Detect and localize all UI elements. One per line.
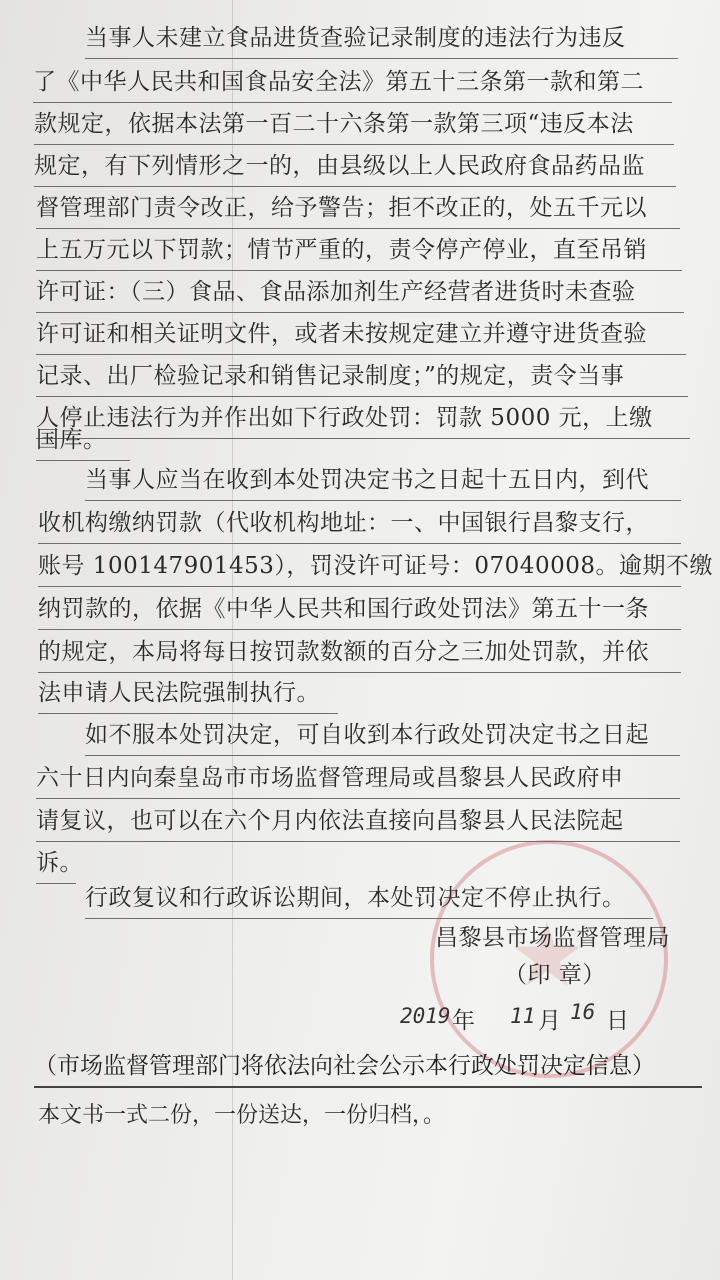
date-month-unit: 月 — [538, 1008, 561, 1034]
para1-line-9: 记录、出厂检验记录和销售记录制度；”的规定，责令当事 — [36, 356, 688, 397]
para1-line-5: 督管理部门责令改正，给予警告；拒不改正的，处五千元以 — [36, 188, 680, 229]
copies-note: 本文书一式二份，一份送达，一份归档，。 — [38, 1103, 446, 1128]
seal-label: （印 章） — [504, 962, 606, 988]
public-notice: （市场监督管理部门将依法向社会公示本行政处罚决定信息） — [34, 1046, 702, 1088]
para2-line-5: 的规定，本局将每日按罚款数额的百分之三加处罚款，并依 — [38, 632, 681, 673]
date-day: 16 — [570, 1000, 596, 1024]
issue-date — [400, 996, 700, 1040]
para3-line-3: 请复议，也可以在六个月内依法直接向昌黎县人民法院起 — [36, 801, 680, 842]
para2-line-1: 当事人应当在收到本处罚决定书之日起十五日内，到代 — [85, 460, 681, 501]
para2-line-6: 法申请人民法院强制执行。 — [38, 673, 338, 714]
para2-line-2: 收机构缴纳罚款（代收机构地址：一、中国银行昌黎支行， — [38, 503, 681, 544]
para1-line-2: 了《中华人民共和国食品安全法》第五十三条第一款和第二 — [33, 62, 672, 103]
para3-line-1: 如不服本处罚决定，可自收到本行政处罚决定书之日起 — [85, 715, 680, 756]
para1-line-10: 人停止违法行为并作出如下行政处罚：罚款 5000 元，上缴 — [36, 398, 690, 439]
para1-line-11: 国库。 — [36, 420, 130, 461]
date-year-unit: 年 — [452, 1008, 475, 1034]
issuer-name: 昌黎县市场监督管理局 — [435, 925, 670, 951]
para2-line-4: 纳罚款的，依据《中华人民共和国行政处罚法》第五十一条 — [38, 589, 681, 630]
date-month: 11 — [510, 1004, 536, 1028]
date-year: 2019 — [400, 1004, 451, 1028]
para2-line-3: 账号 100147901453），罚没许可证号：07040008。逾期不缴 — [38, 546, 681, 587]
para1-line-7: 许可证：（三）食品、食品添加剂生产经营者进货时未查验 — [36, 272, 684, 313]
para1-line-6: 上五万元以下罚款；情节严重的，责令停产停业，直至吊销 — [36, 230, 682, 271]
para3-line-2: 六十日内向秦皇岛市市场监督管理局或昌黎县人民政府申 — [36, 758, 680, 799]
para3-line-4: 诉。 — [36, 843, 76, 884]
date-day-unit: 日 — [606, 1008, 629, 1034]
para4-line: 行政复议和行政诉讼期间，本处罚决定不停止执行。 — [85, 878, 653, 919]
para1-line-1: 当事人未建立食品进货查验记录制度的违法行为违反 — [85, 18, 678, 59]
para1-line-4: 规定，有下列情形之一的，由县级以上人民政府食品药品监 — [34, 146, 676, 187]
para1-line-3: 款规定，依据本法第一百二十六条第一款第三项“违反本法 — [34, 104, 674, 145]
para1-line-8: 许可证和相关证明文件，或者未按规定建立并遵守进货查验 — [36, 314, 686, 355]
